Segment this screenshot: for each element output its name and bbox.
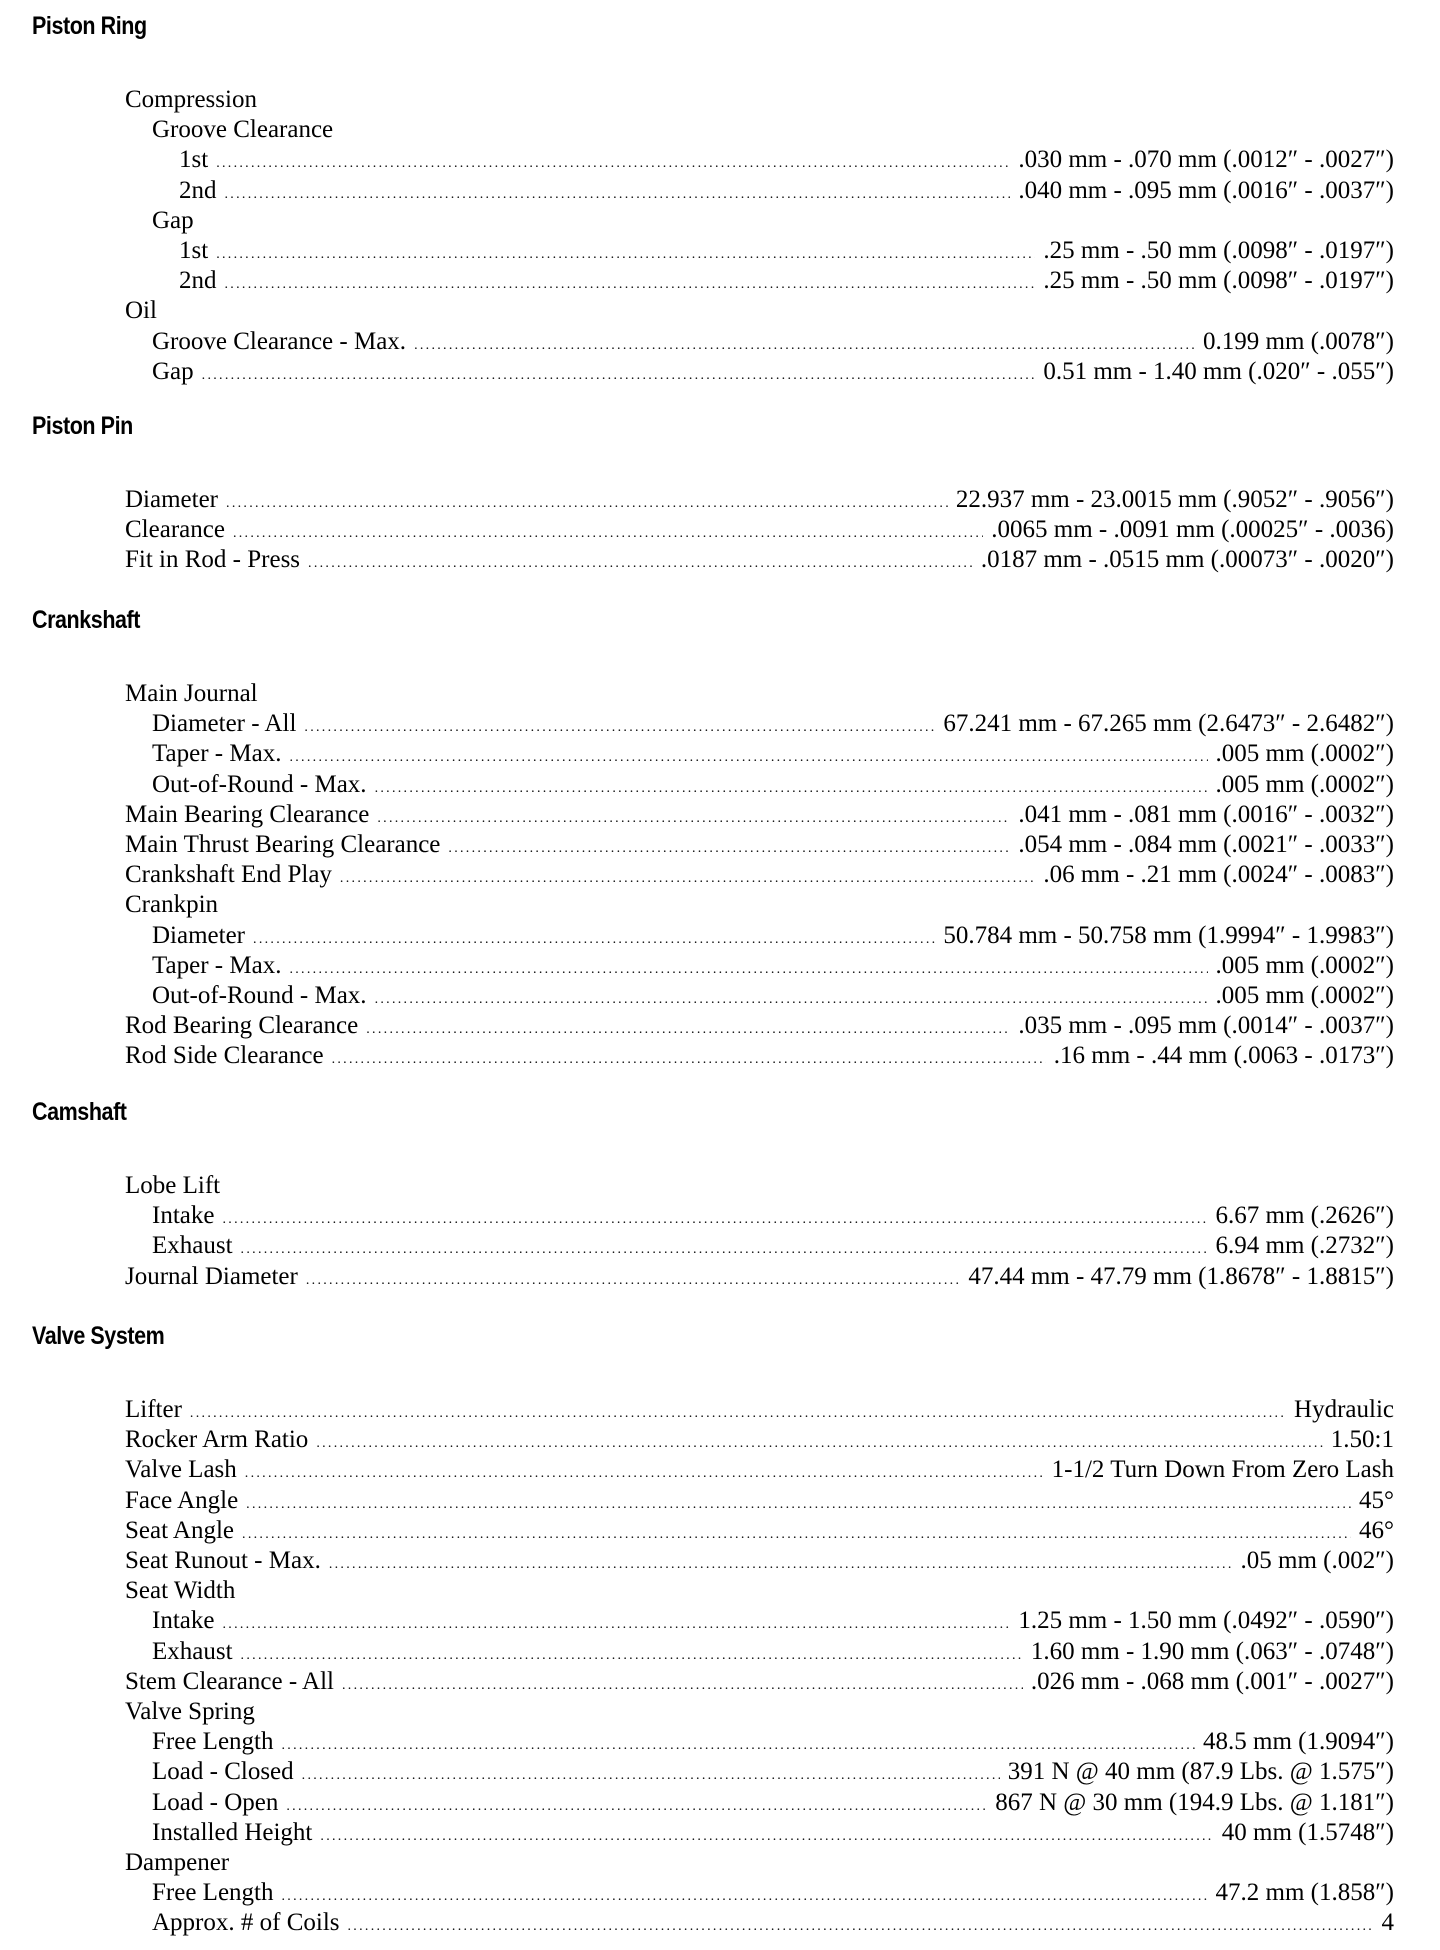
spec-label: Intake [152, 1607, 215, 1635]
spec-row [152, 739, 1394, 769]
spec-label: Valve Spring [125, 1698, 255, 1725]
spec-row [152, 1231, 1394, 1261]
spec-row [179, 176, 1394, 206]
spec-value: 47.2 mm (1.858″) [1215, 1879, 1394, 1907]
spec-group-heading [152, 115, 1394, 145]
spec-value: 48.5 mm (1.9094″) [1203, 1728, 1394, 1756]
spec-value: 45° [1359, 1486, 1394, 1514]
spec-label: Clearance [125, 516, 225, 544]
spec-value: .041 mm - .081 mm (.0016″ - .0032″) [1018, 800, 1394, 828]
spec-value: .25 mm - .50 mm (.0098″ - .0197″) [1043, 237, 1394, 264]
spec-label: Intake [152, 1202, 215, 1230]
spec-value: .0065 mm - .0091 mm (.00025″ - .0036) [991, 516, 1394, 544]
spec-value: .005 mm (.0002″) [1215, 770, 1394, 798]
spec-group-heading [125, 679, 1394, 709]
spec-label: Valve Lash [125, 1456, 237, 1484]
section-title-valve-system: Valve System [32, 1322, 165, 1350]
spec-row [179, 266, 1394, 296]
spec-value: 6.67 mm (.2626″) [1215, 1202, 1394, 1230]
spec-label: Groove Clearance [152, 116, 334, 144]
section-title-camshaft: Camshaft [32, 1098, 127, 1126]
spec-label: Dampener [125, 1849, 230, 1876]
spec-row [152, 327, 1394, 357]
spec-value: .030 mm - .070 mm (.0012″ - .0027″) [1018, 146, 1394, 174]
spec-row [125, 860, 1394, 890]
spec-group-heading [125, 890, 1394, 920]
spec-label: Load - Closed [152, 1758, 294, 1786]
spec-value: .005 mm (.0002″) [1215, 951, 1394, 979]
spec-row [152, 1908, 1394, 1938]
spec-label: Load - Open [152, 1788, 279, 1816]
spec-row [125, 800, 1394, 830]
spec-value: 6.94 mm (.2732″) [1215, 1232, 1394, 1260]
spec-value: 47.44 mm - 47.79 mm (1.8678″ - 1.8815″) [968, 1262, 1394, 1290]
spec-value: 867 N @ 30 mm (194.9 Lbs. @ 1.181″) [995, 1788, 1394, 1816]
spec-value: 1.25 mm - 1.50 mm (.0492″ - .0590″) [1018, 1607, 1394, 1635]
spec-value: .026 mm - .068 mm (.001″ - .0027″) [1030, 1667, 1394, 1695]
dot-leader [348, 1912, 1374, 1942]
dot-leader [202, 361, 1036, 391]
spec-row [152, 1788, 1394, 1818]
spec-label: Diameter [152, 921, 246, 949]
spec-label: Approx. # of Coils [152, 1909, 340, 1937]
spec-label: Taper - Max. [152, 740, 282, 768]
spec-label: Main Journal [125, 680, 258, 707]
spec-row [152, 1818, 1394, 1848]
dot-leader [308, 549, 973, 579]
spec-row [125, 1262, 1394, 1292]
spec-label: Groove Clearance - Max. [152, 327, 407, 355]
spec-label: 1st [179, 237, 209, 264]
spec-row [152, 709, 1394, 739]
spec-value: 1.60 mm - 1.90 mm (.063″ - .0748″) [1030, 1637, 1394, 1665]
spec-value: 1.50:1 [1330, 1426, 1394, 1454]
spec-label: 2nd [179, 267, 217, 295]
spec-label: Main Bearing Clearance [125, 800, 370, 828]
spec-row [125, 1395, 1394, 1425]
spec-label: Diameter [125, 486, 219, 513]
spec-label: Taper - Max. [152, 951, 282, 979]
spec-label: Diameter - All [152, 710, 297, 738]
spec-value: 1-1/2 Turn Down From Zero Lash [1051, 1456, 1394, 1484]
spec-label: Seat Width [125, 1577, 236, 1605]
spec-group-heading [125, 1171, 1394, 1201]
spec-row [152, 1757, 1394, 1787]
spec-value: 67.241 mm - 67.265 mm (2.6473″ - 2.6482″) [943, 710, 1394, 738]
spec-value: .05 mm (.002″) [1240, 1547, 1394, 1574]
spec-row [125, 485, 1394, 515]
spec-value: .035 mm - .095 mm (.0014″ - .0037″) [1018, 1012, 1394, 1040]
spec-row [179, 145, 1394, 175]
spec-label: Face Angle [125, 1486, 239, 1514]
spec-row [125, 545, 1394, 575]
spec-row [125, 1041, 1394, 1071]
spec-label: Gap [152, 206, 194, 234]
spec-group-heading [125, 1697, 1394, 1727]
section-title-crankshaft: Crankshaft [32, 606, 141, 634]
spec-row [125, 515, 1394, 545]
dot-leader [332, 1045, 1046, 1075]
spec-row [152, 951, 1394, 981]
spec-row [125, 1546, 1394, 1576]
spec-label: Out-of-Round - Max. [152, 982, 367, 1009]
spec-row [125, 1486, 1394, 1516]
spec-value: Hydraulic [1294, 1396, 1394, 1423]
spec-label: Seat Angle [125, 1516, 235, 1544]
spec-label: Rocker Arm Ratio [125, 1426, 309, 1454]
spec-value: .25 mm - .50 mm (.0098″ - .0197″) [1043, 267, 1394, 295]
spec-value: .040 mm - .095 mm (.0016″ - .0037″) [1018, 176, 1394, 204]
spec-row [125, 1011, 1394, 1041]
spec-label: 1st [179, 146, 209, 174]
spec-value: .0187 mm - .0515 mm (.00073″ - .0020″) [980, 546, 1394, 574]
spec-row [152, 1637, 1394, 1667]
spec-label: Rod Side Clearance [125, 1042, 324, 1070]
spec-row [125, 1425, 1394, 1455]
spec-value: .054 mm - .084 mm (.0021″ - .0033″) [1018, 831, 1394, 858]
spec-label: Oil [125, 297, 157, 325]
spec-label: Free Length [152, 1879, 274, 1907]
spec-value: 40 mm (1.5748″) [1221, 1818, 1394, 1846]
spec-row [125, 830, 1394, 860]
section-title-piston-pin: Piston Pin [32, 412, 133, 440]
spec-label: 2nd [179, 176, 217, 204]
spec-label: Out-of-Round - Max. [152, 770, 367, 798]
spec-row [179, 236, 1394, 266]
spec-value: .16 mm - .44 mm (.0063 - .0173″) [1053, 1042, 1394, 1070]
spec-group-heading [125, 1848, 1394, 1878]
dot-leader [306, 1266, 960, 1296]
spec-value: 4 [1381, 1909, 1394, 1937]
spec-value: 391 N @ 40 mm (87.9 Lbs. @ 1.575″) [1007, 1758, 1394, 1786]
spec-label: Journal Diameter [125, 1262, 298, 1290]
spec-value: .005 mm (.0002″) [1215, 982, 1394, 1009]
spec-label: Exhaust [152, 1232, 233, 1260]
spec-label: Stem Clearance - All [125, 1667, 334, 1695]
spec-row [152, 1878, 1394, 1908]
spec-row [152, 981, 1394, 1011]
spec-label: Main Thrust Bearing Clearance [125, 831, 441, 858]
spec-value: 22.937 mm - 23.0015 mm (.9052″ - .9056″) [955, 486, 1394, 513]
spec-group-heading [125, 1576, 1394, 1606]
spec-label: Crankpin [125, 891, 219, 919]
spec-label: Lifter [125, 1396, 182, 1423]
spec-label: Seat Runout - Max. [125, 1547, 321, 1574]
spec-row [152, 1727, 1394, 1757]
spec-label: Installed Height [152, 1818, 313, 1846]
spec-row [125, 1667, 1394, 1697]
spec-group-heading [125, 296, 1394, 326]
spec-label: Crankshaft End Play [125, 861, 332, 889]
spec-label: Exhaust [152, 1637, 233, 1665]
spec-value: .005 mm (.0002″) [1215, 740, 1394, 768]
spec-row [125, 1455, 1394, 1485]
spec-value: 0.199 mm (.0078″) [1203, 327, 1394, 355]
spec-row [125, 1516, 1394, 1546]
spec-value: 50.784 mm - 50.758 mm (1.9994″ - 1.9983″) [943, 921, 1394, 949]
spec-label: Gap [152, 357, 194, 385]
spec-group-heading [125, 85, 1394, 115]
spec-row [152, 1201, 1394, 1231]
spec-label: Lobe Lift [125, 1172, 221, 1199]
spec-label: Compression [125, 86, 257, 113]
spec-row [152, 921, 1394, 951]
spec-value: 0.51 mm - 1.40 mm (.020″ - .055″) [1043, 357, 1394, 385]
spec-label: Fit in Rod - Press [125, 546, 301, 574]
spec-value: 46° [1359, 1516, 1394, 1544]
spec-row [152, 1606, 1394, 1636]
spec-label: Free Length [152, 1728, 274, 1756]
spec-value: .06 mm - .21 mm (.0024″ - .0083″) [1043, 861, 1394, 889]
spec-group-heading [152, 206, 1394, 236]
section-title-piston-ring: Piston Ring [32, 12, 147, 40]
spec-row [152, 770, 1394, 800]
spec-row [152, 357, 1394, 387]
spec-label: Rod Bearing Clearance [125, 1012, 359, 1040]
